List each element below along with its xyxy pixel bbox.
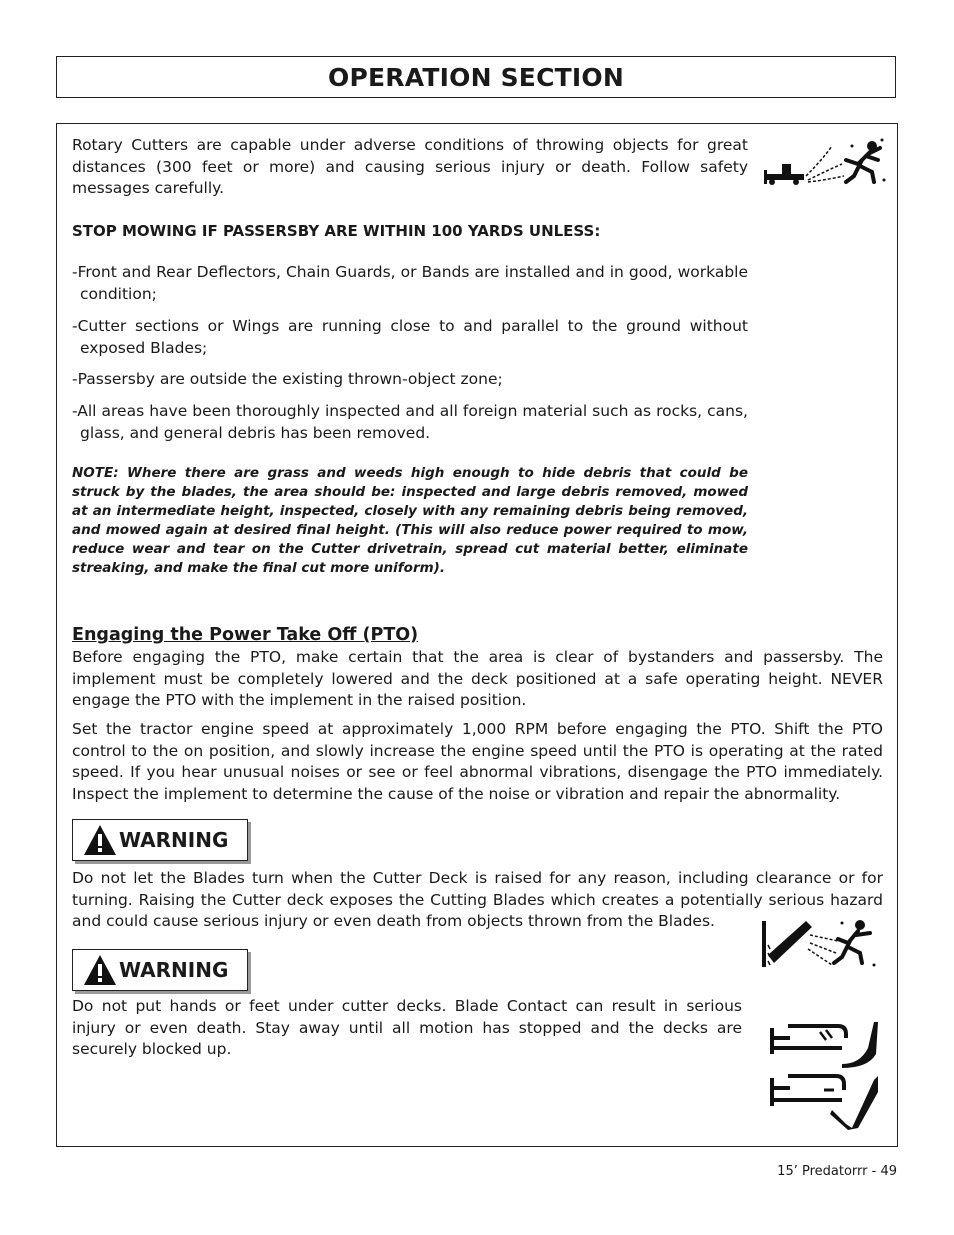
condition-item: -All areas have been thoroughly inspected and all foreign material such as rocks, cans, glass, and general debris has been removed. <box>72 402 748 442</box>
warning-label-2 <box>72 949 248 991</box>
pto-paragraph-1: Before engaging the PTO, make certain that the area is clear of bystanders and passersby. The implement must be completely lowered and the deck positioned at a safe operating height. NEVER engage the PTO with the implement in the raised position. <box>72 648 883 709</box>
warning-triangle-icon <box>83 954 117 986</box>
page-title: OPERATION SECTION <box>328 62 624 92</box>
pto-paragraph-2: Set the tractor engine speed at approximately 1,000 RPM before engaging the PTO. Shift the PTO control to the on position, and slowly increase the engine speed until the PTO is operating at the rated speed. If you hear unusual noises or see or feel abnormal vibrations, disengage the PTO immediately. Inspect the implement to determine the cause of the noise or vibration and repair the abnormality. <box>72 720 883 803</box>
raised-deck-hazard-icon <box>760 915 880 973</box>
condition-item: -Front and Rear Deflectors, Chain Guards, or Bands are installed and in good, workable condition; <box>72 263 748 303</box>
pto-section-title: Engaging the Power Take Off (PTO) <box>72 625 419 645</box>
foot-under-deck-icon <box>768 1072 878 1130</box>
note-paragraph: NOTE: Where there are grass and weeds high enough to hide debris that could be struck by the blades, the area should be: inspected and large debris removed, mowed at an intermediate height, inspected, closely with any remaining debris being removed, and mowed again at desired final height. (This will also reduce power required to mow, reduce wear and tear on the Cutter drivetrain, spread cut material better, eliminate streaking, and make the final cut more uniform). <box>72 465 748 576</box>
warning-2-paragraph: Do not put hands or feet under cutter decks. Blade Contact can result in serious injury or even death. Stay away until all motion has stopped and the decks are securely blocked up. <box>72 997 742 1058</box>
hand-under-deck-icon <box>768 1018 878 1068</box>
warning-text: WARNING <box>119 958 229 982</box>
condition-item: -Cutter sections or Wings are running close to and parallel to the ground without exposed Blades; <box>72 317 748 357</box>
page-footer: 15’ Predatorrr - 49 <box>777 1164 897 1179</box>
intro-paragraph: Rotary Cutters are capable under adverse conditions of throwing objects for great distances (300 feet or more) and causing serious injury or death. Follow safety messages carefully. <box>72 136 748 197</box>
stop-mowing-heading: STOP MOWING IF PASSERSBY ARE WITHIN 100 YARDS UNLESS: <box>72 222 601 240</box>
page-header <box>56 56 896 98</box>
warning-triangle-icon <box>83 824 117 856</box>
warning-1-paragraph: Do not let the Blades turn when the Cutter Deck is raised for any reason, including clearance or for turning. Raising the Cutter deck exposes the Cutting Blades which creates a potentially serious hazard and could cause serious injury or even death from objects thrown from the Blades. <box>72 869 883 930</box>
warning-label-1 <box>72 819 248 861</box>
condition-item: -Passersby are outside the existing thrown-object zone; <box>72 370 503 388</box>
thrown-object-hazard-icon <box>762 136 888 188</box>
warning-text: WARNING <box>119 828 229 852</box>
